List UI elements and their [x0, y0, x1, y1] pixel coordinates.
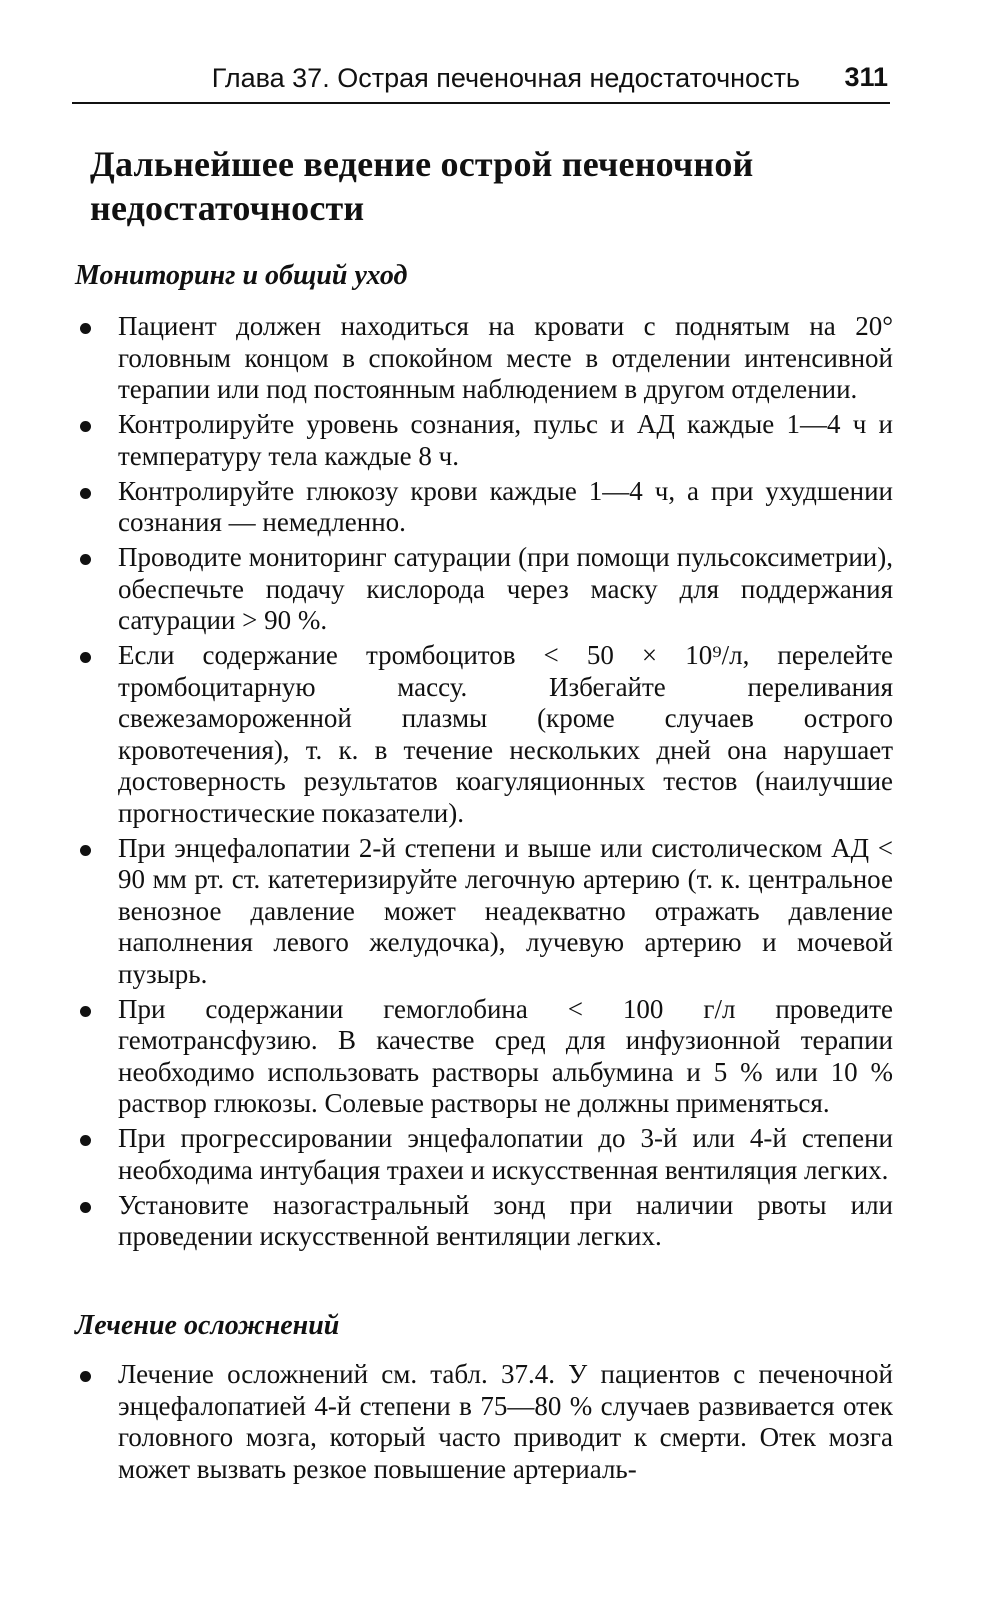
list-item	[75, 476, 893, 539]
list-item	[75, 1123, 893, 1186]
page-number: 311	[844, 62, 888, 92]
list-item	[75, 640, 893, 829]
list-item-text: Проводите мониторинг сатурации (при помощи пульсоксиметрии), обеспечьте подачу кислорода через маску для поддержания сатурации > 90 %.	[118, 542, 893, 635]
bullet-icon	[80, 421, 91, 432]
subsection-heading-monitoring: Мониторинг и общий уход	[75, 260, 408, 291]
bullet-icon	[80, 1202, 91, 1213]
list-item	[75, 409, 893, 472]
bullet-icon	[80, 488, 91, 499]
bullet-icon	[80, 323, 91, 334]
bullet-icon	[80, 1135, 91, 1146]
list-item-text: При прогрессировании энцефалопатии до 3-й или 4-й степени необходима интубация трахеи и искусственная вентиляция легких.	[118, 1123, 893, 1185]
list-item	[75, 1190, 893, 1253]
monitoring-bullet-list	[75, 311, 893, 1256]
subsection-heading-complications: Лечение осложнений	[75, 1310, 340, 1341]
complications-bullet-list	[75, 1359, 893, 1489]
list-item-text: Если содержание тромбоцитов < 50 × 10⁹/л, перелейте тромбоцитарную массу. Избегайте переливания свежезамороженной плазмы (кроме случаев острого кровотечения), т. к. в течение нескольких дней она нарушает достоверность результатов коагуляционных тестов (наилучшие прогностические показатели).	[118, 640, 893, 828]
list-item	[75, 1359, 893, 1485]
list-item-text: Контролируйте уровень сознания, пульс и АД каждые 1—4 ч и температуру тела каждые 8 ч.	[118, 409, 893, 471]
list-item-text: Установите назогастральный зонд при наличии рвоты или проведении искусственной вентиляции легких.	[118, 1189, 893, 1251]
list-item-text: Контролируйте глюкозу крови каждые 1—4 ч, а при ухудшении сознания — немедленно.	[118, 475, 893, 537]
list-item-text: Пациент должен находиться на кровати с поднятым на 20° головным концом в спокойном месте в отделении интенсивной терапии или под постоянным наблюдением в другом отделении.	[118, 311, 893, 404]
list-item-text: При содержании гемоглобина < 100 г/л проведите гемотрансфузию. В качестве сред для инфузионной терапии необходимо использовать растворы альбумина и 5 % или 10 % раствор глюкозы. Солевые растворы не должны применяться.	[118, 993, 893, 1118]
running-head	[72, 58, 890, 104]
list-item	[75, 542, 893, 637]
list-item	[75, 994, 893, 1120]
bullet-icon	[80, 1006, 91, 1017]
bullet-icon	[80, 845, 91, 856]
list-item-text: Лечение осложнений см. табл. 37.4. У пациентов с печеночной энцефалопатией 4-й степени в 75—80 % случаев развивается отек головного мозга, который часто приводит к смерти. Отек мозга может вызвать резкое повышение артериаль-	[118, 1359, 893, 1484]
bullet-icon	[80, 652, 91, 663]
section-title: Дальнейшее ведение острой печеночной недостаточности	[90, 144, 754, 228]
bullet-icon	[80, 554, 91, 565]
bullet-icon	[80, 1371, 91, 1382]
list-item	[75, 833, 893, 991]
running-head-title: Глава 37. Острая печеночная недостаточность	[211, 63, 800, 93]
list-item-text: При энцефалопатии 2-й степени и выше или систолическом АД < 90 мм рт. ст. катетеризируйте легочную артерию (т. к. центральное венозное давление может неадекватно отражать давление наполнения левого желудочка), лучевую артерию и мочевой пузырь.	[118, 832, 893, 989]
list-item	[75, 311, 893, 406]
